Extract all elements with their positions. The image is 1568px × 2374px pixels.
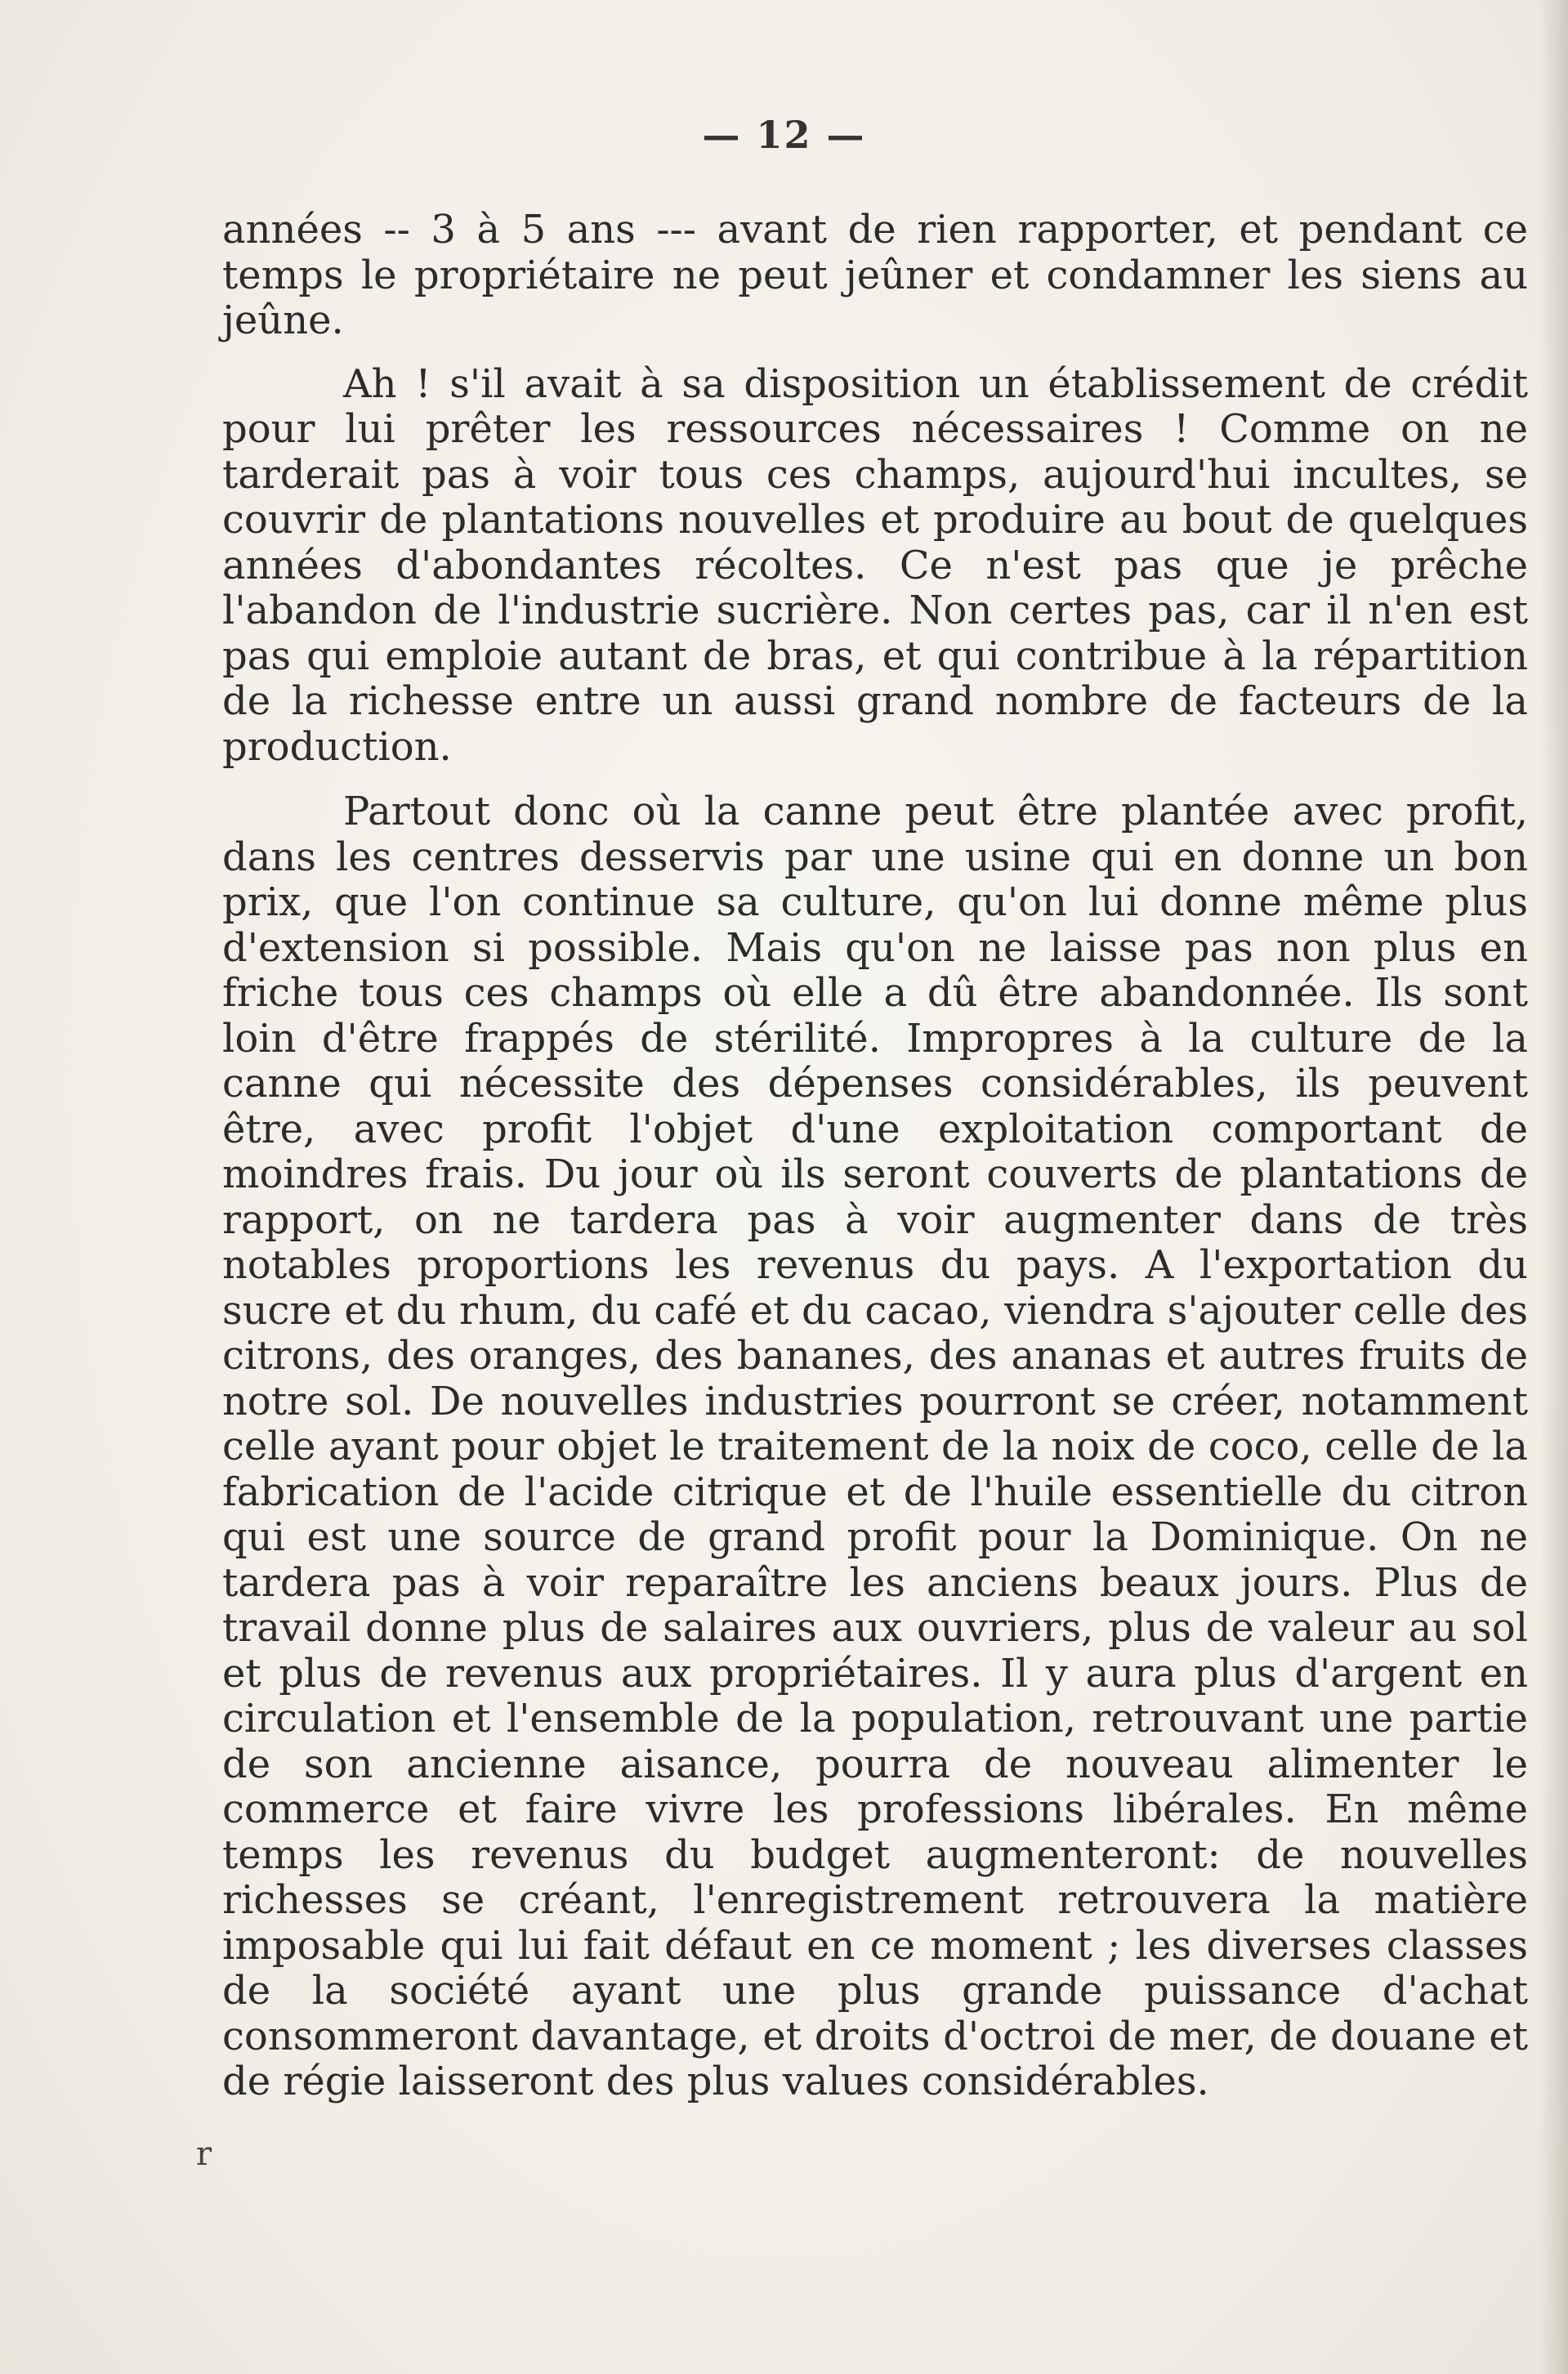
page-edge-shadow [1540,0,1568,2374]
paragraph-3: Partout donc où la canne peut être plantée avec profit, dans les centres desservis par une usine qui en donne un bon prix, que l'on continue sa culture, qu'on lui donne même plus d'extension si possible. Mais qu'on ne laisse pas non plus en friche tous ces champs où elle a dû être abandonnée. Ils sont loin d'être frappés de stérilité. Impropres à la culture de la canne qui nécessite des dépenses considérables, ils peuvent être, avec profit l'objet d'une exploitation comportant de moindres frais. Du jour où ils seront couverts de plantations de rapport, on ne tardera pas à voir augmenter dans de très notables proportions les revenus du pays. A l'exportation du sucre et du rhum, du café et du cacao, viendra s'ajouter celle des citrons, des oranges, des bananes, des ananas et autres fruits de notre sol. De nouvelles industries pourront se créer, notamment celle ayant pour objet le traitement de la noix de coco, celle de la fabrication de l'acide citrique et de l'huile essentielle du citron qui est une source de grand profit pour la Dominique. On ne tardera pas à voir reparaître les anciens beaux jours. Plus de travail donne plus de salaires aux ouvriers, plus de valeur au sol et plus de revenus aux propriétaires. Il y aura plus d'argent en circulation et l'ensemble de la population, retrouvant une partie de son ancienne aisance, pourra de nouveau alimenter le commerce et faire vivre les professions libérales. En même temps les revenus du budget augmenteront: de nouvelles richesses se créant, l'enregistrement retrouvera la matière imposable qui lui fait défaut en ce moment ; les diverses classes de la société ayant une plus grande puissance d'achat consommeront davantage, et droits d'octroi de mer, de douane et de régie laisseront des plus values considérables. [222,789,1528,2104]
margin-mark: r [196,2135,212,2173]
paragraph-2: Ah ! s'il avait à sa disposition un établissement de crédit pour lui prêter les ressources nécessaires ! Comme on ne tarderait pas à voir tous ces champs, aujourd'hui incultes, se couvrir de plantations nouvelles et produire au bout de quelques années d'abondantes récoltes. Ce n'est pas que je prêche l'abandon de l'industrie sucrière. Non certes pas, car il n'en est pas qui emploie autant de bras, et qui contribue à la répartition de la richesse entre un aussi grand nombre de facteurs de la production. [222,360,1528,770]
body-text [222,208,1528,2105]
paragraph-1: années -- 3 à 5 ans --- avant de rien rapporter, et pendant ce temps le propriétaire ne peut jeûner et condamner les siens au jeûne. [222,207,1528,343]
page-number: — 12 — [702,113,866,157]
